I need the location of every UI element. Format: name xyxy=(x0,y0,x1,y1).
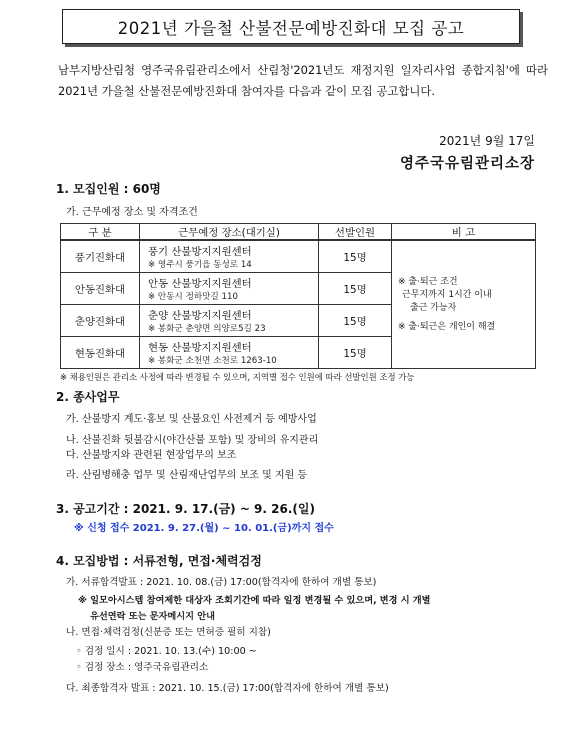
interview-datetime: ◦ 검정 일시 : 2021. 10. 13.(수) 10:00 ~ xyxy=(76,646,257,657)
duty-item: 라. 산림병해충 업무 및 산림재난업무의 보조 및 지원 등 xyxy=(66,470,308,481)
team-cell: 춘양진화대 xyxy=(61,305,140,337)
duty-item: 나. 산불진화 뒷불감시(야간산불 포함) 및 장비의 유지관리 xyxy=(66,435,319,446)
count-cell: 15명 xyxy=(319,305,392,337)
title-text: 2021년 가을철 산불전문예방진화대 모집 공고 xyxy=(117,18,465,38)
site-name: 풍기 산불방지지원센터 xyxy=(148,246,252,258)
table-footnote: ※ 채용인원은 관리소 사정에 따라 변경될 수 있으며, 지역별 접수 인원에 따라 선발인원 조정 가능 xyxy=(60,372,415,382)
note-line: 근무지까지 1시간 이내 xyxy=(402,289,492,300)
note-cell xyxy=(392,240,536,369)
section-1-sub: 가. 근무예정 장소 및 자격조건 xyxy=(66,207,198,218)
team-cell: 안동진화대 xyxy=(61,273,140,305)
site-cell xyxy=(140,240,319,273)
office-name: 영주국유림관리소장 xyxy=(399,156,535,172)
site-address: ※ 봉화군 춘양면 의양로5길 23 xyxy=(148,324,266,334)
section-1-heading: 1. 모집인원 : 60명 xyxy=(56,182,161,196)
duty-item: 가. 산불방지 계도·홍보 및 산불요인 사전제거 등 예방사업 xyxy=(66,414,317,425)
site-name: 안동 산불방지지원센터 xyxy=(148,278,252,290)
interview-item: 나. 면접·체력검정(신분증 또는 면허증 필히 지참) xyxy=(66,627,271,638)
site-cell xyxy=(140,273,319,305)
notice-date: 2021년 9월 17일 xyxy=(439,134,535,148)
count-cell: 15명 xyxy=(319,337,392,369)
site-cell xyxy=(140,305,319,337)
document-result-item: 가. 서류합격발표 : 2021. 10. 08.(금) 17:00(합격자에 한하여 개별 통보) xyxy=(66,577,377,588)
interview-place: ◦ 검정 장소 : 영주국유림관리소 xyxy=(76,662,209,673)
count-cell: 15명 xyxy=(319,273,392,305)
application-period-note: ※ 신청 접수 2021. 9. 27.(월) ~ 10. 01.(금)까지 접수 xyxy=(74,523,334,534)
col-header-team: 구 분 xyxy=(61,224,140,241)
duty-item: 다. 산불방지와 관련된 현장업무의 보조 xyxy=(66,450,237,461)
site-name: 현동 산불방지지원센터 xyxy=(148,342,252,354)
section-2-heading: 2. 종사업무 xyxy=(56,390,120,404)
notice-title xyxy=(62,9,520,44)
site-name: 춘양 산불방지지원센터 xyxy=(148,310,252,322)
final-result-item: 다. 최종합격자 발표 : 2021. 10. 15.(금) 17:00(합격자에 한하여 개별 통보) xyxy=(66,683,389,694)
site-address: ※ 봉화군 소천면 소천로 1263-10 xyxy=(148,356,277,366)
schedule-note: ※ 일모아시스템 참여제한 대상자 조회기간에 따라 일정 변경될 수 있으며, 변경 시 개별 xyxy=(78,595,431,606)
note-line: 출근 가능자 xyxy=(410,302,457,313)
col-header-site: 근무예정 장소(대기실) xyxy=(140,224,319,241)
team-cell: 풍기진화대 xyxy=(61,240,140,273)
section-4-heading: 4. 모집방법 : 서류전형, 면접·체력검정 xyxy=(56,554,262,568)
schedule-note: 유선연락 또는 문자메시지 안내 xyxy=(90,611,215,622)
col-header-count: 선발인원 xyxy=(319,224,392,241)
note-line: ※ 출·퇴근 조건 xyxy=(398,276,458,287)
section-3-heading: 3. 공고기간 : 2021. 9. 17.(금) ~ 9. 26.(일) xyxy=(56,502,315,516)
location-table xyxy=(60,223,536,369)
site-address: ※ 영주시 풍기읍 동성로 14 xyxy=(148,260,252,270)
note-line: ※ 출·퇴근은 개인이 해결 xyxy=(398,321,496,332)
site-cell xyxy=(140,337,319,369)
team-cell: 현동진화대 xyxy=(61,337,140,369)
table-row xyxy=(61,240,536,273)
col-header-note: 비 고 xyxy=(392,224,536,241)
table-header-row xyxy=(61,224,536,241)
count-cell: 15명 xyxy=(319,240,392,273)
intro-paragraph: 남부지방산림청 영주국유림관리소에서 산림청'2021년도 재정지원 일자리사업 종합지침'에 따라 2021년 가을철 산불전문예방진화대 참여자를 다음과 같이 모집 공고합니다. xyxy=(58,63,548,98)
site-address: ※ 안동시 정하맛길 110 xyxy=(148,292,238,302)
